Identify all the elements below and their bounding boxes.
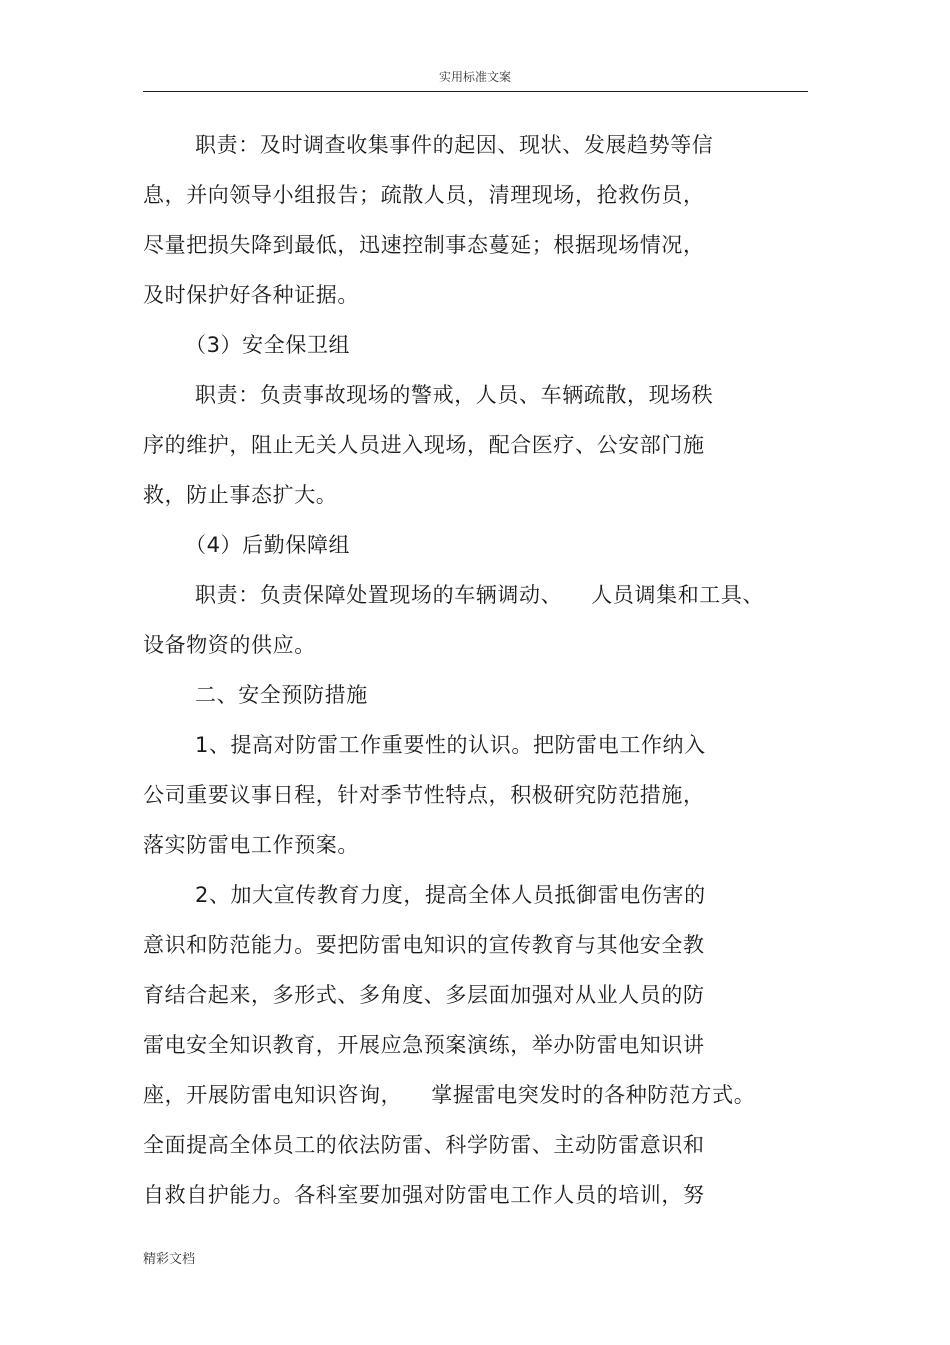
text-line: 设备物资的供应。 — [143, 633, 316, 657]
page-footer: 精彩文档 — [143, 1252, 196, 1267]
text-line: 落实防雷电工作预案。 — [143, 833, 359, 857]
section-heading: 二、安全预防措施 — [195, 683, 368, 707]
text-line: 育结合起来，多形式、多角度、多层面加强对从业人员的防 — [143, 983, 705, 1007]
text-line: 职责：负责事故现场的警戒，人员、车辆疏散，现场秩 — [195, 383, 714, 407]
text-line: 职责：及时调查收集事件的起因、现状、发展趋势等信 — [195, 133, 714, 157]
text-line: 公司重要议事日程，针对季节性特点，积极研究防范措施， — [143, 783, 705, 807]
section-heading: （4）后勤保障组 — [185, 533, 351, 557]
text-line: 息，并向领导小组报告；疏散人员，清理现场，抢救伤员， — [143, 183, 705, 207]
section-heading: （3）安全保卫组 — [185, 333, 351, 357]
text-line: 自救自护能力。各科室要加强对防雷电工作人员的培训，努 — [143, 1183, 705, 1207]
text-line: 尽量把损失降到最低，迅速控制事态蔓延；根据现场情况， — [143, 233, 705, 257]
header-divider — [143, 91, 808, 92]
text-line: 全面提高全体员工的依法防雷、科学防雷、主动防雷意识和 — [143, 1133, 705, 1157]
text-line: 2、加大宣传教育力度，提高全体人员抵御雷电伤害的 — [195, 883, 706, 907]
text-line: 1、提高对防雷工作重要性的认识。把防雷电工作纳入 — [195, 733, 706, 757]
text-line: 及时保护好各种证据。 — [143, 283, 359, 307]
page-header: 实用标准文案 — [438, 70, 511, 84]
text-line: 雷电安全知识教育，开展应急预案演练，举办防雷电知识讲 — [143, 1033, 705, 1057]
text-line: 救，防止事态扩大。 — [143, 483, 338, 507]
text-line: 意识和防范能力。要把防雷电知识的宣传教育与其他安全教 — [143, 933, 705, 957]
text-line: 序的维护，阻止无关人员进入现场，配合医疗、公安部门施 — [143, 433, 705, 457]
text-line: 座，开展防雷电知识咨询， 掌握雷电突发时的各种防范方式。 — [143, 1083, 756, 1107]
text-line: 职责：负责保障处置现场的车辆调动、 人员调集和工具、 — [195, 583, 765, 607]
